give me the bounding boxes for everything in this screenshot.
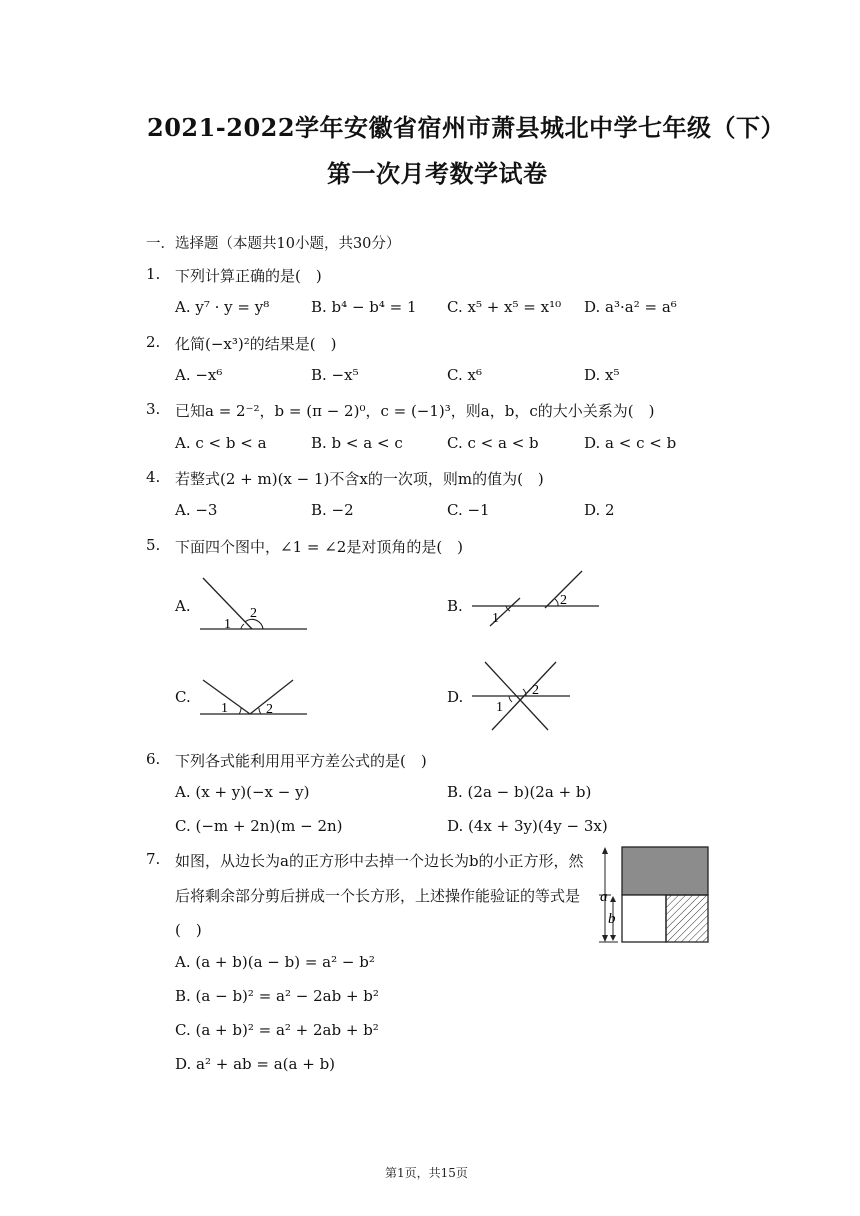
- question-number: 4.: [146, 468, 161, 486]
- side-label-b: b: [608, 911, 616, 927]
- option-d: D. a < c < b: [584, 434, 677, 452]
- angle-label-1: 1: [224, 617, 231, 632]
- side-label-a: a: [600, 889, 608, 905]
- option-b: B. (2a − b)(2a + b): [447, 783, 592, 801]
- question-number: 7.: [146, 850, 161, 868]
- option-c: C. −1: [447, 501, 490, 519]
- option-c: C. (a + b)² = a² + 2ab + b²: [175, 1021, 379, 1039]
- option-d: D. x⁵: [584, 366, 620, 384]
- option-c: C. x⁵ + x⁵ = x¹⁰: [447, 298, 562, 316]
- option-a: A. −x⁶: [175, 366, 223, 384]
- angle-label-2: 2: [250, 606, 257, 621]
- option-a: A. (x + y)(−x − y): [175, 783, 310, 801]
- option-c: C.: [175, 688, 191, 706]
- option-a: A. c < b < a: [175, 434, 267, 452]
- option-d: D.: [447, 688, 464, 706]
- option-b: B. −x⁵: [311, 366, 359, 384]
- option-d: D. a³·a² = a⁶: [584, 298, 677, 316]
- question-number: 1.: [146, 265, 161, 283]
- title-line-2: 第一次月考数学试卷: [327, 159, 548, 188]
- angle-figure-d: [470, 656, 575, 736]
- option-b: B. b⁴ − b⁴ = 1: [311, 298, 417, 316]
- question-number: 5.: [146, 536, 161, 554]
- question-stem: 已知a = 2⁻²，b = (π − 2)⁰，c = (−1)³，则a，b，c的大小关系为( ): [175, 402, 655, 420]
- angle-figure-c: [195, 674, 310, 720]
- angle-label-1: 1: [221, 701, 228, 716]
- option-a: A. (a + b)(a − b) = a² − b²: [175, 953, 375, 971]
- question-number: 3.: [146, 400, 161, 418]
- option-b: B. (a − b)² = a² − 2ab + b²: [175, 987, 379, 1005]
- option-b: B.: [447, 597, 463, 615]
- question-stem: 下列计算正确的是( ): [175, 267, 322, 285]
- angle-label-1: 1: [492, 611, 499, 626]
- option-a: A. −3: [175, 501, 218, 519]
- angle-label-2: 2: [560, 593, 567, 608]
- question-number: 6.: [146, 750, 161, 768]
- question-stem: 若整式(2 + m)(x − 1)不含x的一次项，则m的值为( ): [175, 470, 544, 488]
- option-d: D. (4x + 3y)(4y − 3x): [447, 817, 608, 835]
- question-stem-line-2: 后将剩余部分剪后拼成一个长方形，上述操作能验证的等式是: [175, 887, 581, 905]
- option-a: A.: [175, 597, 191, 615]
- question-stem: 化简(−x³)²的结果是( ): [175, 335, 337, 353]
- angle-label-1: 1: [496, 700, 503, 715]
- question-number: 2.: [146, 333, 161, 351]
- question-stem: 下列各式能利用用平方差公式的是( ): [175, 752, 427, 770]
- title-line-1: 2021-2022学年安徽省宿州市萧县城北中学七年级（下）: [147, 113, 786, 142]
- angle-label-2: 2: [266, 702, 273, 717]
- option-a: A. y⁷ · y = y⁸: [175, 298, 270, 316]
- option-b: B. −2: [311, 501, 354, 519]
- angle-figure-a: [195, 572, 310, 634]
- question-stem-line-1: 如图，从边长为a的正方形中去掉一个边长为b的小正方形，然: [175, 852, 584, 870]
- option-d: D. a² + ab = a(a + b): [175, 1055, 336, 1073]
- question-stem: 下面四个图中，∠1 = ∠2是对顶角的是( ): [175, 538, 464, 556]
- section-header: 一．选择题（本题共10小题，共30分）: [146, 236, 401, 252]
- page-footer: 第1页，共15页: [385, 1166, 468, 1180]
- option-c: C. (−m + 2n)(m − 2n): [175, 817, 343, 835]
- square-figure: [596, 843, 712, 947]
- option-c: C. x⁶: [447, 366, 482, 384]
- option-c: C. c < a < b: [447, 434, 539, 452]
- option-d: D. 2: [584, 501, 615, 519]
- angle-figure-b: [470, 568, 602, 630]
- option-b: B. b < a < c: [311, 434, 403, 452]
- question-stem-line-3: ( ): [175, 921, 202, 939]
- angle-label-2: 2: [532, 683, 539, 698]
